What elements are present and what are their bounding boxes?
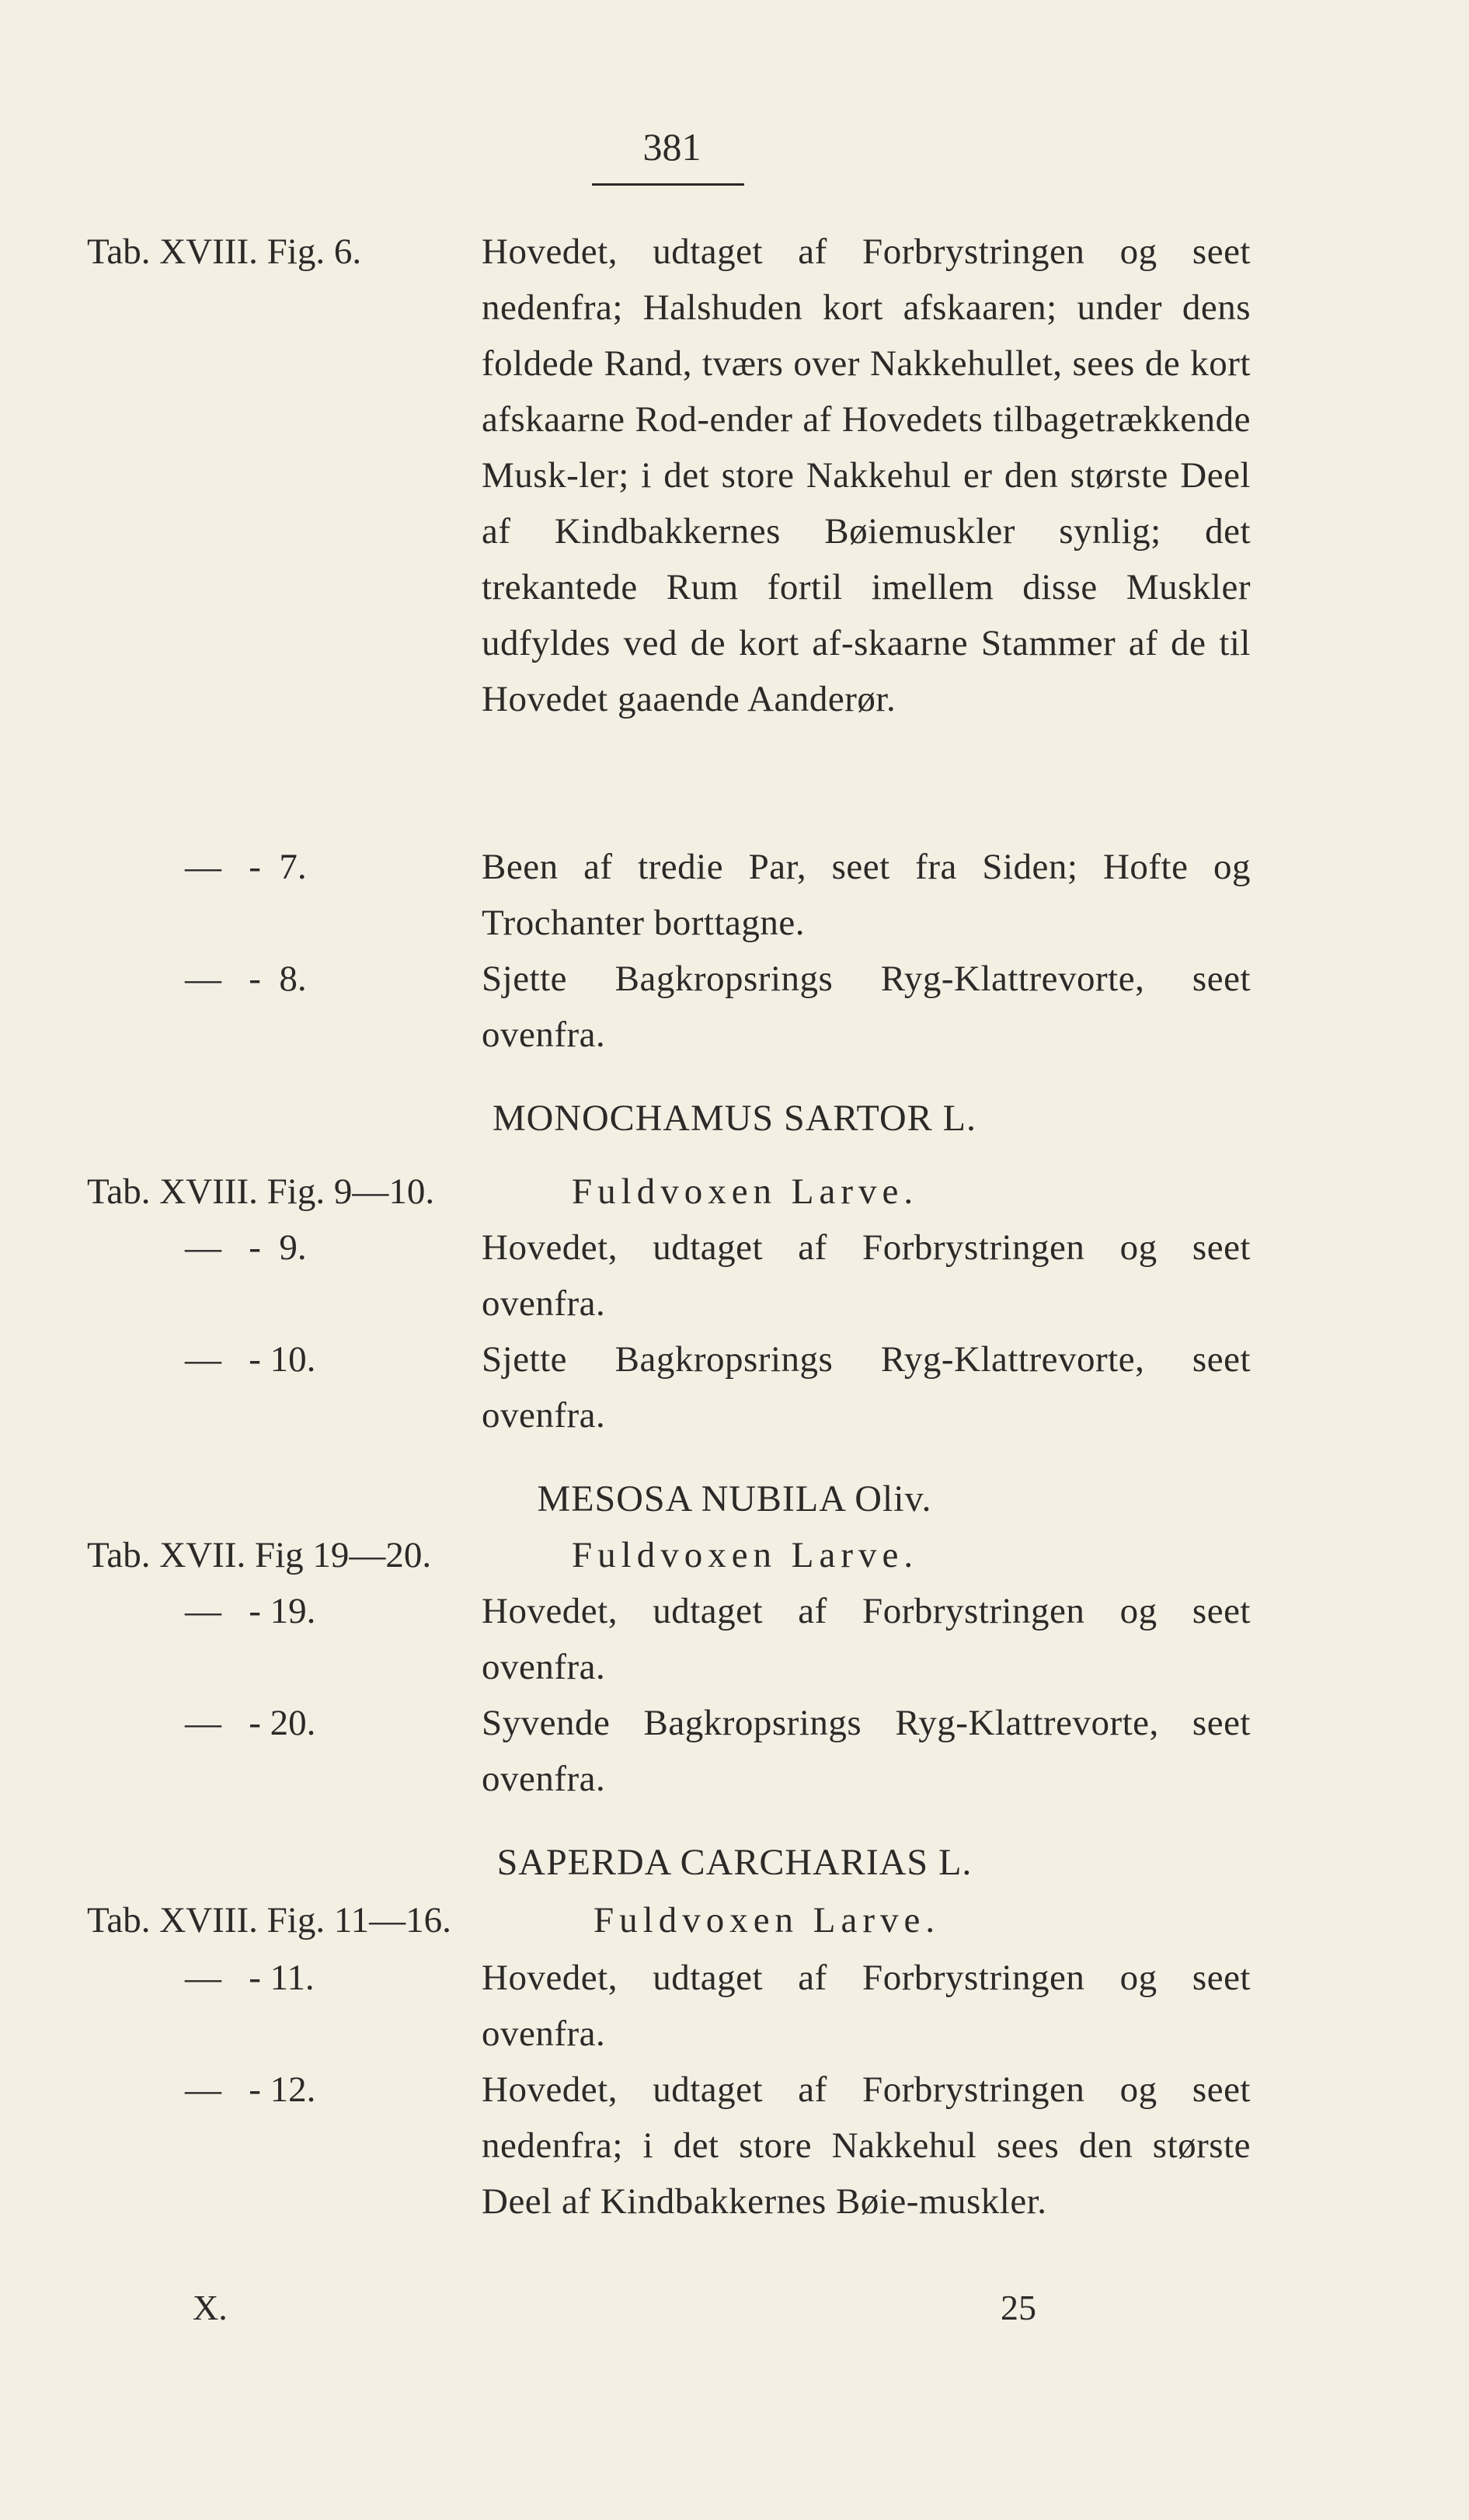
- section-heading: MONOCHAMUS SARTOR L.: [493, 1098, 976, 1139]
- signature-mark: X.: [193, 2288, 228, 2327]
- entry-text: Hovedet, udtaget af Forbrystringen og seet nedenfra; Halshuden kort afskaaren; under dens foldede Rand, tværs over Nakkehullet, sees de kort afskaarne Rod-ender af Hovedets tilbagetrækkende Musk-ler; i det store Nakkehul er den største Deel af Kindbakkernes Bøiemuskler synlig; det trekantede Rum fortil imellem disse Muskler udfyldes ved de kort af-skaarne Stammer af de til Hovedet gaaende Aanderør.: [482, 231, 1251, 719]
- page-number-rule: [592, 183, 744, 186]
- section-intro-text: Fuldvoxen Larve.: [572, 1535, 919, 1575]
- section-intro-text: Fuldvoxen Larve.: [572, 1171, 919, 1212]
- entry-label: — - 19.: [185, 1591, 316, 1631]
- entry-text: Hovedet, udtaget af Forbrystringen og seet ovenfra.: [482, 1591, 1251, 1687]
- section-heading: SAPERDA CARCHARIAS L.: [496, 1842, 973, 1883]
- section-intro-label: Tab. XVII. Fig 19—20.: [87, 1535, 432, 1575]
- entry-label: — - 20.: [185, 1703, 316, 1743]
- section-intro-label: Tab. XVIII. Fig. 11—16.: [87, 1900, 451, 1940]
- entry-text: Syvende Bagkropsrings Ryg-Klattrevorte, seet ovenfra.: [482, 1703, 1251, 1799]
- section-intro-text: Fuldvoxen Larve.: [594, 1900, 941, 1940]
- entry-text: Hovedet, udtaget af Forbrystringen og seet ovenfra.: [482, 1227, 1251, 1324]
- entry-label: — - 7.: [185, 847, 307, 887]
- section-heading: MESOSA NUBILA Oliv.: [537, 1478, 932, 1519]
- entry-text: Hovedet, udtaget af Forbrystringen og seet nedenfra; i det store Nakkehul sees den største Deel af Kindbakkernes Bøie-muskler.: [482, 2069, 1251, 2222]
- entry-text: Hovedet, udtaget af Forbrystringen og seet ovenfra.: [482, 1958, 1251, 2054]
- entry-text: Sjette Bagkropsrings Ryg-Klattrevorte, seet ovenfra.: [482, 959, 1251, 1055]
- signature-number: 25: [1001, 2288, 1036, 2327]
- entry-label: — - 8.: [185, 959, 307, 999]
- entry-label: — - 10.: [185, 1339, 316, 1380]
- entry-label: — - 11.: [185, 1958, 315, 1998]
- entry-label: Tab. XVIII. Fig. 6.: [87, 231, 362, 272]
- entry-text: Been af tredie Par, seet fra Siden; Hofte og Trochanter borttagne.: [482, 847, 1251, 943]
- page-number: 381: [642, 125, 701, 169]
- section-intro-label: Tab. XVIII. Fig. 9—10.: [87, 1171, 435, 1212]
- entry-label: — - 9.: [185, 1227, 307, 1268]
- entry-label: — - 12.: [185, 2069, 316, 2110]
- entry-text: Sjette Bagkropsrings Ryg-Klattrevorte, seet ovenfra.: [482, 1339, 1251, 1436]
